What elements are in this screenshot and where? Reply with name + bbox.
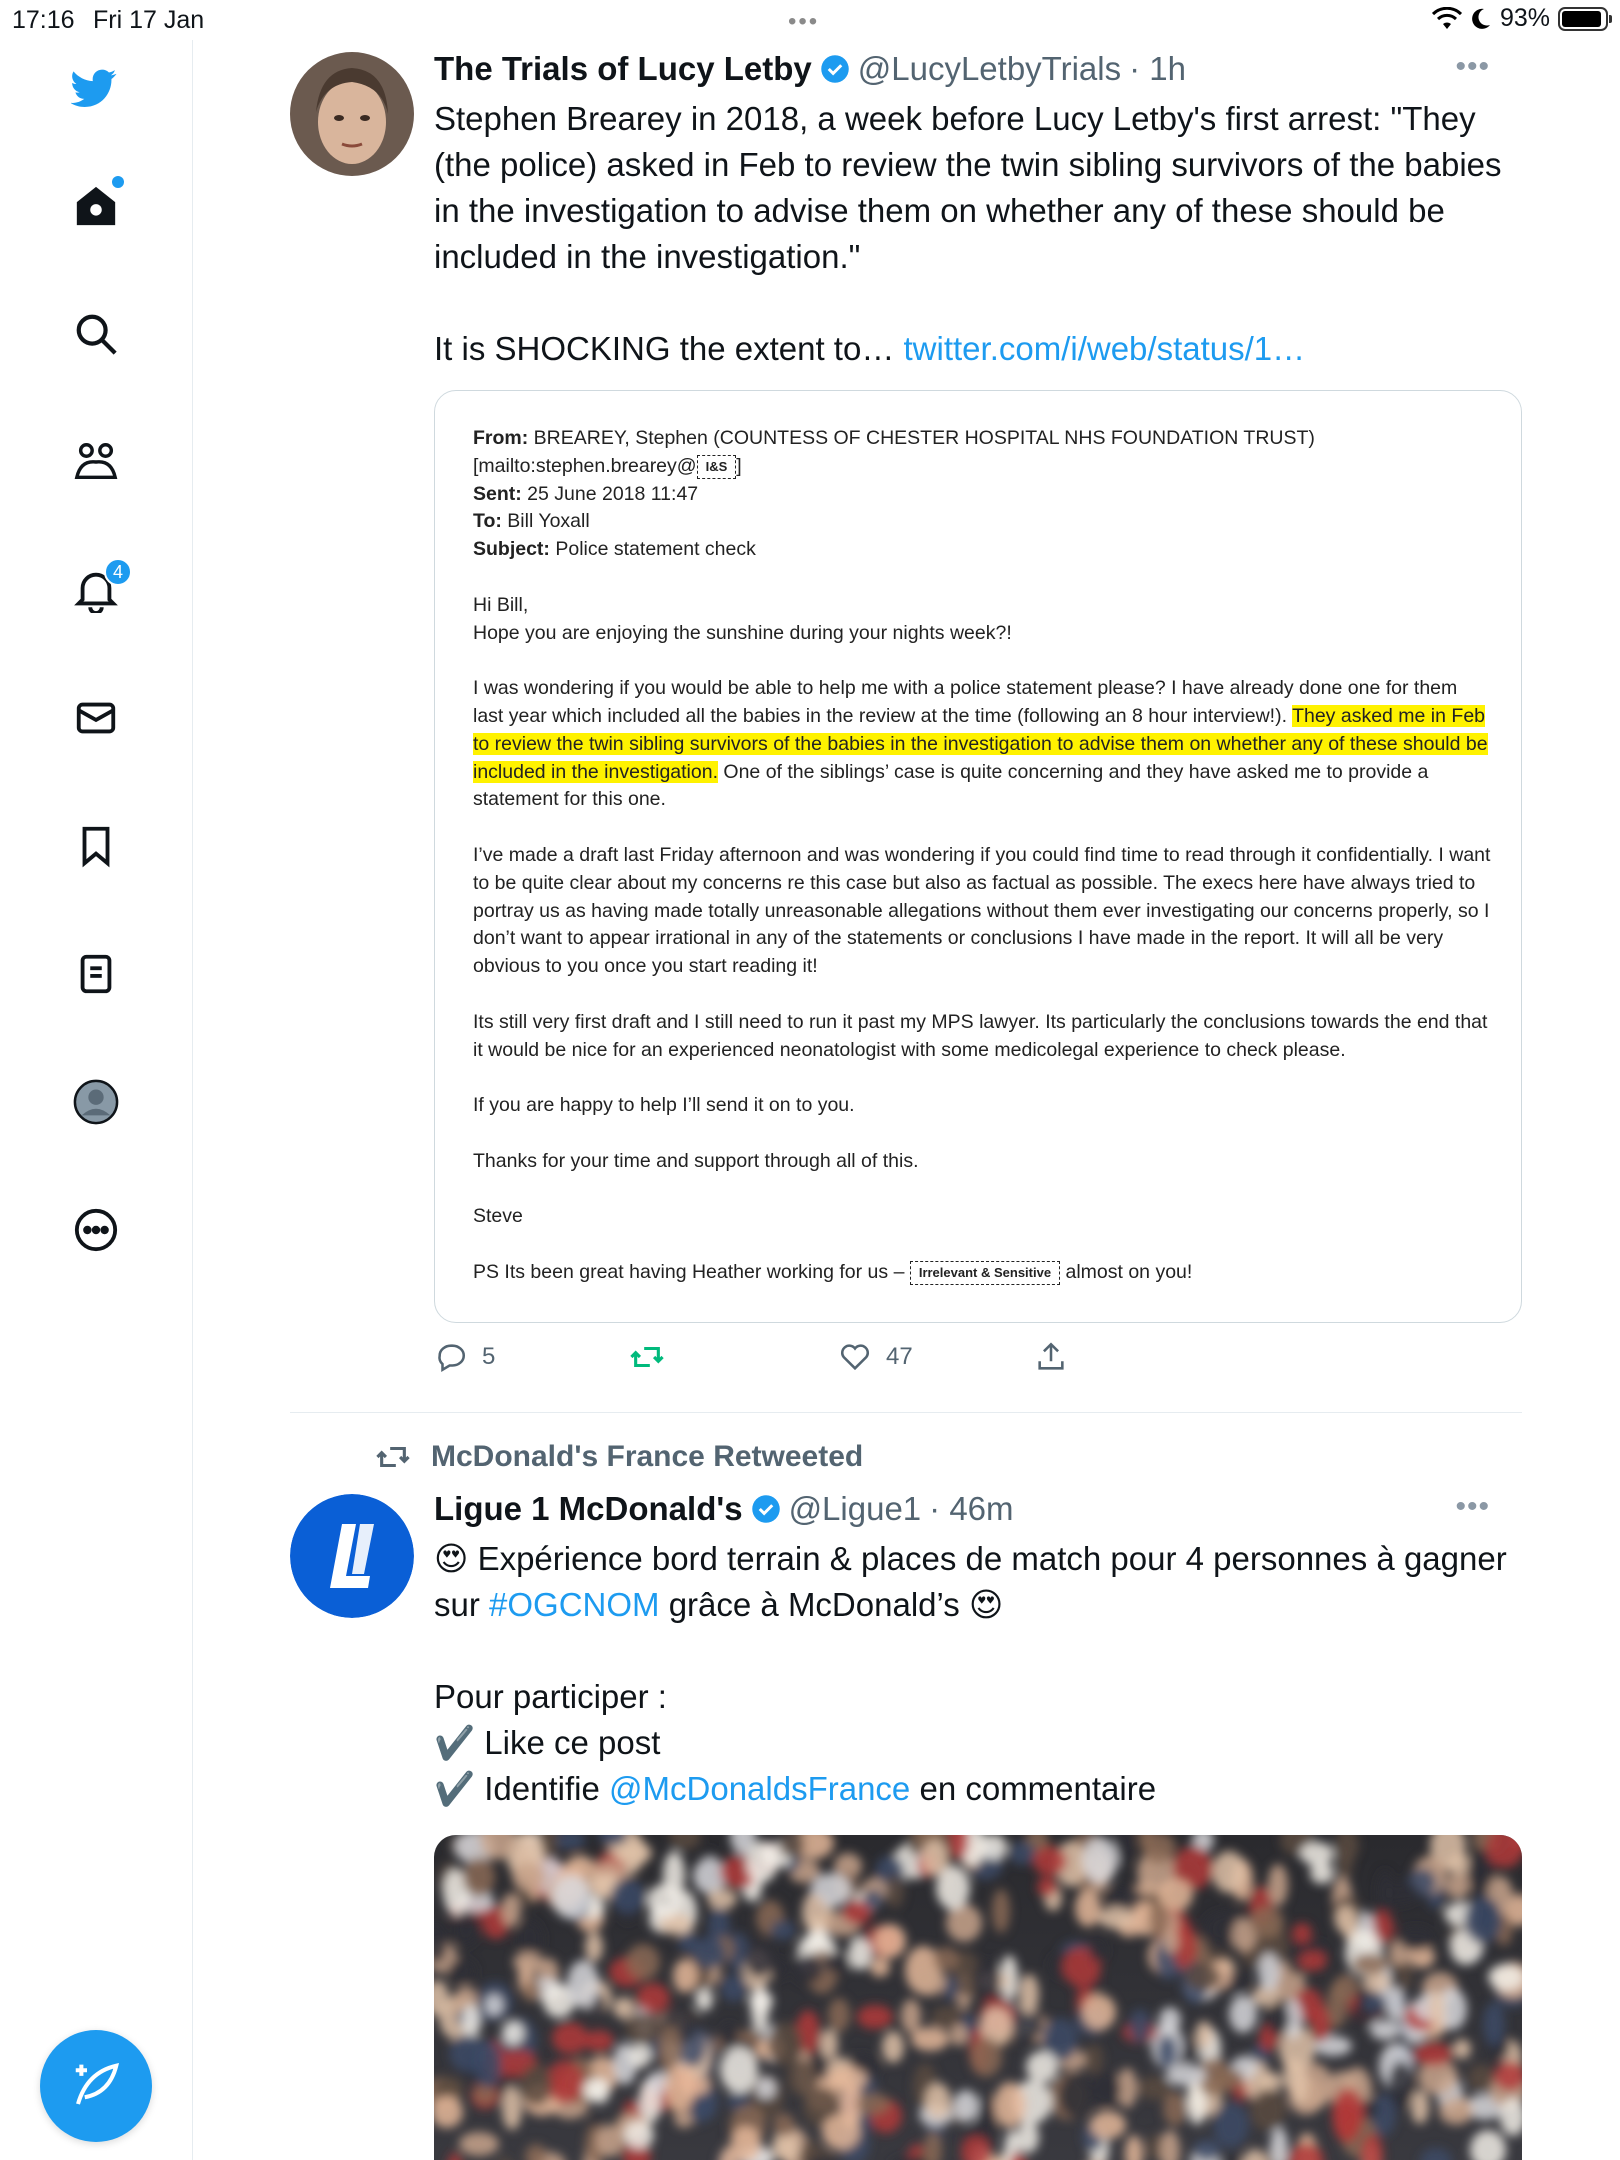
email-from: BREAREY, Stephen (COUNTESS OF CHESTER HOSPITAL NHS FOUNDATION TRUST) [533, 427, 1315, 449]
status-right [1432, 4, 1608, 33]
tweet-time[interactable]: · 1h [1129, 50, 1186, 87]
tweet-divider [290, 1412, 1522, 1413]
email-sent: 25 June 2018 11:47 [527, 482, 699, 505]
communities-icon[interactable] [70, 436, 122, 488]
attached-email-image[interactable] [434, 390, 1522, 1323]
tweet-header [434, 1490, 1014, 1528]
mention-link[interactable]: @McDonaldsFrance [609, 1770, 911, 1807]
retweeted-by-line[interactable] [375, 1440, 863, 1474]
email-para1 [473, 675, 1493, 814]
email-para2: I’ve made a draft last Friday afternoon and was wondering if you could find time to read through it confidentially. I want to be quite clear about my concerns re this case but also as factual as possible. The execs here have always tried to portray us as having made totally unreasonable allegations without them ever investigating our concerns properly, so I don’t want to appear irrational in any of the statements or conclusions I have made in the report. It will all be very obvious to you once you start reading it! [473, 843, 1491, 978]
share-button[interactable] [1034, 1340, 1068, 1374]
email-subject-label: Subject: [473, 538, 550, 561]
tweet-link[interactable]: twitter.com/i/web/status/1… [903, 330, 1306, 367]
tweet-line5-a: ✔️ Identifie [434, 1770, 610, 1807]
like-button[interactable] [838, 1340, 913, 1374]
avatar[interactable] [290, 1494, 414, 1618]
more-options-icon[interactable]: ••• [1455, 50, 1490, 83]
hashtag-link[interactable]: #OGCNOM [489, 1586, 660, 1623]
status-date: Fri 17 Jan [93, 6, 205, 34]
email-to-label: To: [473, 510, 502, 533]
tweet-text-p2-text: It is SHOCKING the extent to… [434, 330, 904, 367]
sidebar [0, 40, 193, 2160]
email-ps-a: PS Its been great having Heather working for us – [473, 1260, 910, 1283]
email-para3: Its still very first draft and I still need to run it past my MPS lawyer. Its particularly the conclusions towards the end that it would be nice for an experienced neonatologist with some medicolegal experience to check please. [473, 1010, 1488, 1061]
tweet-line4: ✔️ Like ce post [434, 1724, 661, 1761]
email-greeting: Hi Bill, [473, 593, 529, 616]
battery-percent: 93% [1499, 4, 1550, 32]
email-para1-a: I was wondering if you would be able to help me with a police statement please? I have already done one for them last year which included all the babies in the review at the time (following an 8 hour interview!). [473, 677, 1458, 727]
email-to: Bill Yoxall [507, 510, 590, 533]
home-unread-dot [112, 176, 124, 188]
messages-icon[interactable] [70, 692, 122, 744]
heart-icon [838, 1340, 872, 1374]
moon-icon [1470, 7, 1492, 31]
share-icon [1034, 1340, 1068, 1374]
email-content [473, 425, 1493, 1287]
tweet-line1-text: 😍 Expérience bord terrain & places de match pour 4 personnes à gagner sur [434, 1540, 1507, 1623]
email-line2: Hope you are enjoying the sunshine during your nights week?! [473, 621, 1012, 644]
lists-icon[interactable] [70, 948, 122, 1000]
email-ps [473, 1259, 1493, 1287]
notifications-icon[interactable] [70, 561, 123, 616]
twitter-logo-icon[interactable] [68, 62, 120, 114]
author-name[interactable]: The Trials of Lucy Letby [434, 50, 812, 87]
status-bar [0, 0, 1620, 40]
battery-icon [1558, 7, 1608, 31]
tweet-actions [434, 1340, 1114, 1384]
email-para1-b: One of the siblings’ case is quite concerning and they have asked me to provide a statement for this one. [473, 760, 1429, 811]
more-icon[interactable] [70, 1204, 122, 1256]
battery-fill [1562, 11, 1601, 27]
tweet-header [434, 50, 1186, 88]
retweeted-by-text: McDonald's France Retweeted [431, 1440, 864, 1473]
retweet-icon [375, 1440, 411, 1474]
compose-tweet-button[interactable] [40, 2030, 152, 2142]
status-time: 17:16 [12, 6, 75, 34]
email-ps-b: almost on you! [1060, 1260, 1193, 1283]
author-handle[interactable]: @Ligue1 [788, 1490, 922, 1527]
author-name[interactable]: Ligue 1 McDonald's [434, 1490, 743, 1527]
notifications-badge: 4 [104, 558, 132, 586]
tweet-line5-b: en commentaire [910, 1770, 1157, 1807]
tweet-body [434, 1536, 1514, 1812]
tweet-text-p2 [434, 326, 1514, 372]
reply-count: 5 [482, 1343, 496, 1370]
verified-badge-icon [751, 1494, 781, 1524]
email-from-label: From: [473, 427, 529, 449]
tweet-line1-end: grâce à McDonald’s 😍 [659, 1586, 1004, 1623]
reply-button[interactable] [434, 1340, 495, 1374]
verified-badge-icon [820, 54, 850, 84]
tweet-time[interactable]: · 46m [929, 1490, 1014, 1527]
email-sent-label: Sent: [473, 482, 522, 505]
tweet-line3: Pour participer : [434, 1678, 667, 1715]
compose-tweet-icon [69, 2059, 123, 2113]
reply-icon [434, 1340, 468, 1374]
email-signature: Steve [473, 1205, 523, 1228]
email-mailto: [mailto:stephen.brearey@ [473, 454, 697, 477]
email-para4: If you are happy to help I’ll send it on to you. [473, 1094, 855, 1117]
email-mailto-end: ] [736, 454, 742, 477]
tweet-line1 [434, 1536, 1514, 1628]
email-highlight: They asked me in Feb to review the twin sibling survivors of the babies in the investigation to advise them on whether any of these should be included in the investigation. [473, 704, 1488, 783]
tweet-text-p1: Stephen Brearey in 2018, a week before Lucy Letby's first arrest: "They (the police) asked in Feb to review the twin sibling survivors of the babies in the investigation to advise them on whether any of these should be included in the investigation." [434, 100, 1502, 275]
email-subject: Police statement check [555, 538, 756, 561]
more-options-icon[interactable]: ••• [1455, 1490, 1490, 1523]
retweet-button[interactable] [630, 1340, 678, 1374]
tweet-line5 [434, 1766, 1514, 1812]
author-handle[interactable]: @LucyLetbyTrials [857, 50, 1122, 87]
multitasking-dots-icon[interactable]: ••• [788, 8, 820, 35]
wifi-icon [1432, 7, 1462, 31]
email-para5: Thanks for your time and support through all of this. [473, 1149, 919, 1172]
attached-stadium-photo[interactable] [434, 1835, 1522, 2160]
redaction-box: I&S [697, 455, 737, 479]
redaction-box: Irrelevant & Sensitive [910, 1261, 1060, 1285]
retweet-icon [630, 1340, 664, 1374]
search-icon[interactable] [70, 308, 122, 360]
like-count: 47 [886, 1343, 913, 1370]
profile-icon[interactable] [70, 1076, 122, 1128]
tweet-body [434, 96, 1514, 372]
bookmarks-icon[interactable] [70, 820, 122, 872]
home-icon[interactable] [70, 180, 122, 232]
avatar[interactable] [290, 52, 414, 176]
